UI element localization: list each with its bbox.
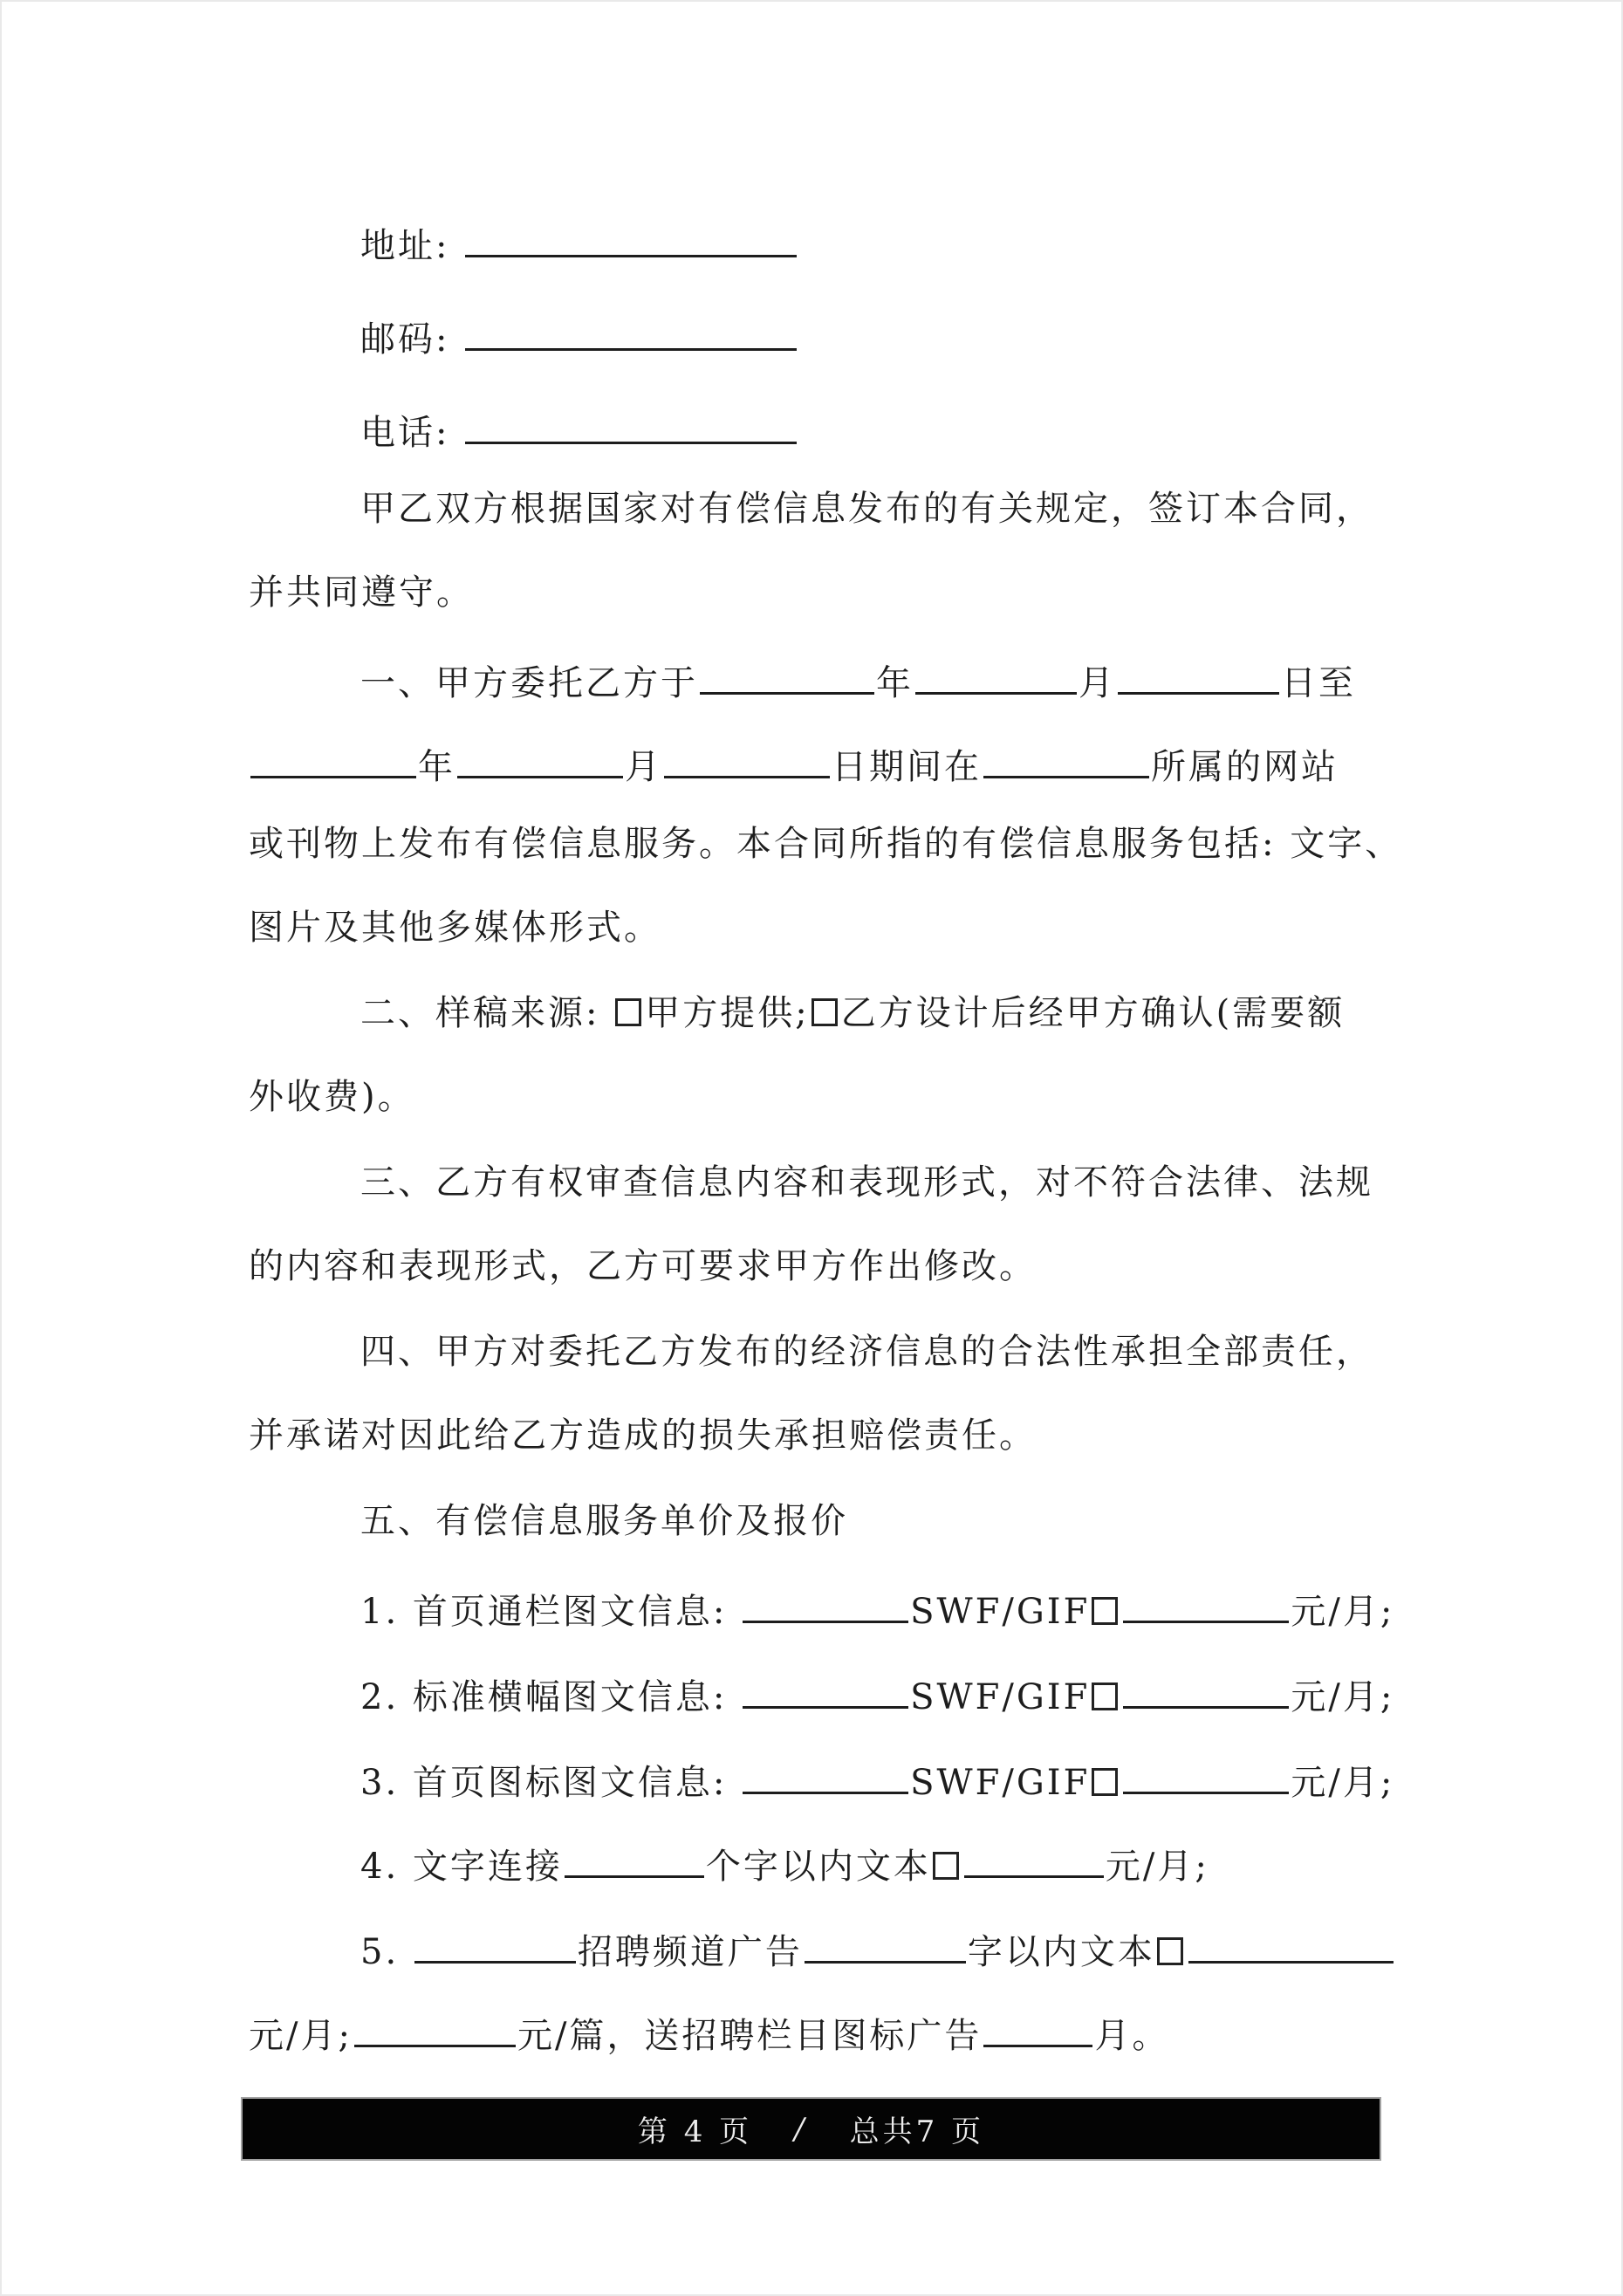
checkbox-icon xyxy=(933,1852,959,1880)
text-segment: 字以内文本 xyxy=(967,1932,1155,1972)
text-segment: 日至 xyxy=(1281,663,1356,703)
text-segment: 个字以内文本 xyxy=(705,1847,931,1887)
text-segment: 月 xyxy=(1079,663,1116,703)
text-segment: 并共同遵守。 xyxy=(249,572,474,613)
text-segment: 4. 文字连接 xyxy=(360,1847,563,1887)
text-segment: 地址: xyxy=(360,226,464,266)
text-segment: 甲乙双方根据国家对有偿信息发布的有关规定，签订本合同， xyxy=(360,489,1373,529)
checkbox-icon xyxy=(1157,1937,1183,1965)
blank-field xyxy=(1123,1753,1289,1794)
blank-field xyxy=(743,1753,908,1794)
document-line xyxy=(249,737,1392,790)
document-line xyxy=(249,654,1503,706)
checkbox-icon xyxy=(1092,1683,1118,1710)
document-line xyxy=(249,2006,1392,2059)
blank-field xyxy=(743,1582,908,1623)
footer-page-label: 第 4 页 xyxy=(637,2114,753,2149)
document-line xyxy=(249,1753,1503,1806)
text-segment: 四、甲方对委托乙方发布的经济信息的合法性承担全部责任， xyxy=(360,1332,1373,1372)
text-segment: SWF/GIF xyxy=(910,1677,1091,1717)
page-footer xyxy=(241,2097,1381,2161)
blank-field xyxy=(805,1922,966,1964)
text-segment: 招聘频道广告 xyxy=(577,1932,803,1972)
blank-field xyxy=(983,737,1149,778)
document-line xyxy=(249,1244,1392,1289)
blank-field xyxy=(1188,1922,1394,1964)
text-segment: 邮码: xyxy=(360,319,464,360)
blank-field xyxy=(964,1837,1104,1878)
document-line xyxy=(249,1160,1503,1205)
checkbox-icon xyxy=(1092,1597,1118,1625)
text-segment: 三、乙方有权审查信息内容和表现形式，对不符合法律、法规 xyxy=(360,1162,1373,1203)
checkbox-icon xyxy=(1092,1768,1118,1796)
document-line xyxy=(249,1074,1392,1120)
blank-field xyxy=(700,654,874,695)
blank-field xyxy=(457,737,623,778)
text-segment: 月。 xyxy=(1094,2016,1170,2056)
text-segment: 图片及其他多媒体形式。 xyxy=(249,908,661,948)
document-line xyxy=(249,1837,1503,1889)
text-segment: SWF/GIF xyxy=(910,1763,1091,1803)
blank-field xyxy=(354,2006,516,2047)
text-segment: 乙方设计后经甲方确认(需要额 xyxy=(840,993,1346,1033)
text-segment: 日期间在 xyxy=(832,747,982,787)
document-line xyxy=(249,990,1503,1036)
text-segment: 并承诺对因此给乙方造成的损失承担赔偿责任。 xyxy=(249,1415,1037,1456)
text-segment: 年 xyxy=(876,663,914,703)
document-line xyxy=(249,1668,1503,1720)
text-segment: 所属的网站 xyxy=(1151,747,1339,787)
document-line xyxy=(249,1413,1392,1458)
text-segment: 外收费)。 xyxy=(249,1077,415,1117)
blank-field xyxy=(565,1837,704,1878)
text-segment: 1. 首页通栏图文信息: xyxy=(360,1592,742,1632)
text-segment: 元/月; xyxy=(1291,1763,1395,1803)
blank-field xyxy=(983,2006,1092,2047)
text-segment: 一、甲方委托乙方于 xyxy=(360,663,698,703)
blank-field xyxy=(465,310,797,351)
document-line xyxy=(249,1922,1503,1975)
text-segment: 或刊物上发布有偿信息服务。本合同所指的有偿信息服务包括: 文字、 xyxy=(249,824,1403,864)
blank-field xyxy=(414,1922,576,1964)
blank-field xyxy=(465,403,797,444)
text-segment: 的内容和表现形式，乙方可要求甲方作出修改。 xyxy=(249,1246,1037,1286)
text-segment: SWF/GIF xyxy=(910,1592,1091,1632)
blank-field xyxy=(743,1668,908,1709)
text-segment: 元/月; xyxy=(249,2016,353,2056)
document-line xyxy=(249,1582,1503,1635)
checkbox-icon xyxy=(812,998,838,1026)
text-segment: 元/月; xyxy=(1291,1677,1395,1717)
document-line xyxy=(249,216,1503,269)
text-segment: 元/篇，送招聘栏目图标广告 xyxy=(517,2016,983,2056)
blank-field xyxy=(465,216,797,257)
text-segment: 3. 首页图标图文信息: xyxy=(360,1763,742,1803)
blank-field xyxy=(915,654,1077,695)
footer-total-label: 总共7 页 xyxy=(849,2114,985,2149)
text-segment: 二、样稿来源: xyxy=(360,993,614,1033)
document-line xyxy=(249,1498,1503,1544)
blank-field xyxy=(664,737,830,778)
document-line xyxy=(249,570,1392,615)
text-segment: 甲方提供; xyxy=(645,993,810,1033)
text-segment: 电话: xyxy=(360,413,464,453)
document-line xyxy=(249,403,1503,456)
blank-field xyxy=(1118,654,1279,695)
text-segment: 元/月; xyxy=(1105,1847,1209,1887)
checkbox-icon xyxy=(615,998,641,1026)
text-segment: 五、有偿信息服务单价及报价 xyxy=(360,1501,848,1541)
document-line xyxy=(249,1329,1503,1374)
text-segment: 月 xyxy=(625,747,662,787)
footer-separator: / xyxy=(794,2111,808,2147)
blank-field xyxy=(1123,1582,1289,1623)
blank-field xyxy=(1123,1668,1289,1709)
document-line xyxy=(249,486,1503,531)
text-segment: 5. xyxy=(360,1932,413,1972)
blank-field xyxy=(250,737,416,778)
text-segment: 年 xyxy=(418,747,455,787)
document-line xyxy=(249,905,1392,950)
document-line xyxy=(249,821,1403,867)
text-segment: 2. 标准横幅图文信息: xyxy=(360,1677,742,1717)
text-segment: 元/月; xyxy=(1291,1592,1395,1632)
document-line xyxy=(249,310,1503,362)
